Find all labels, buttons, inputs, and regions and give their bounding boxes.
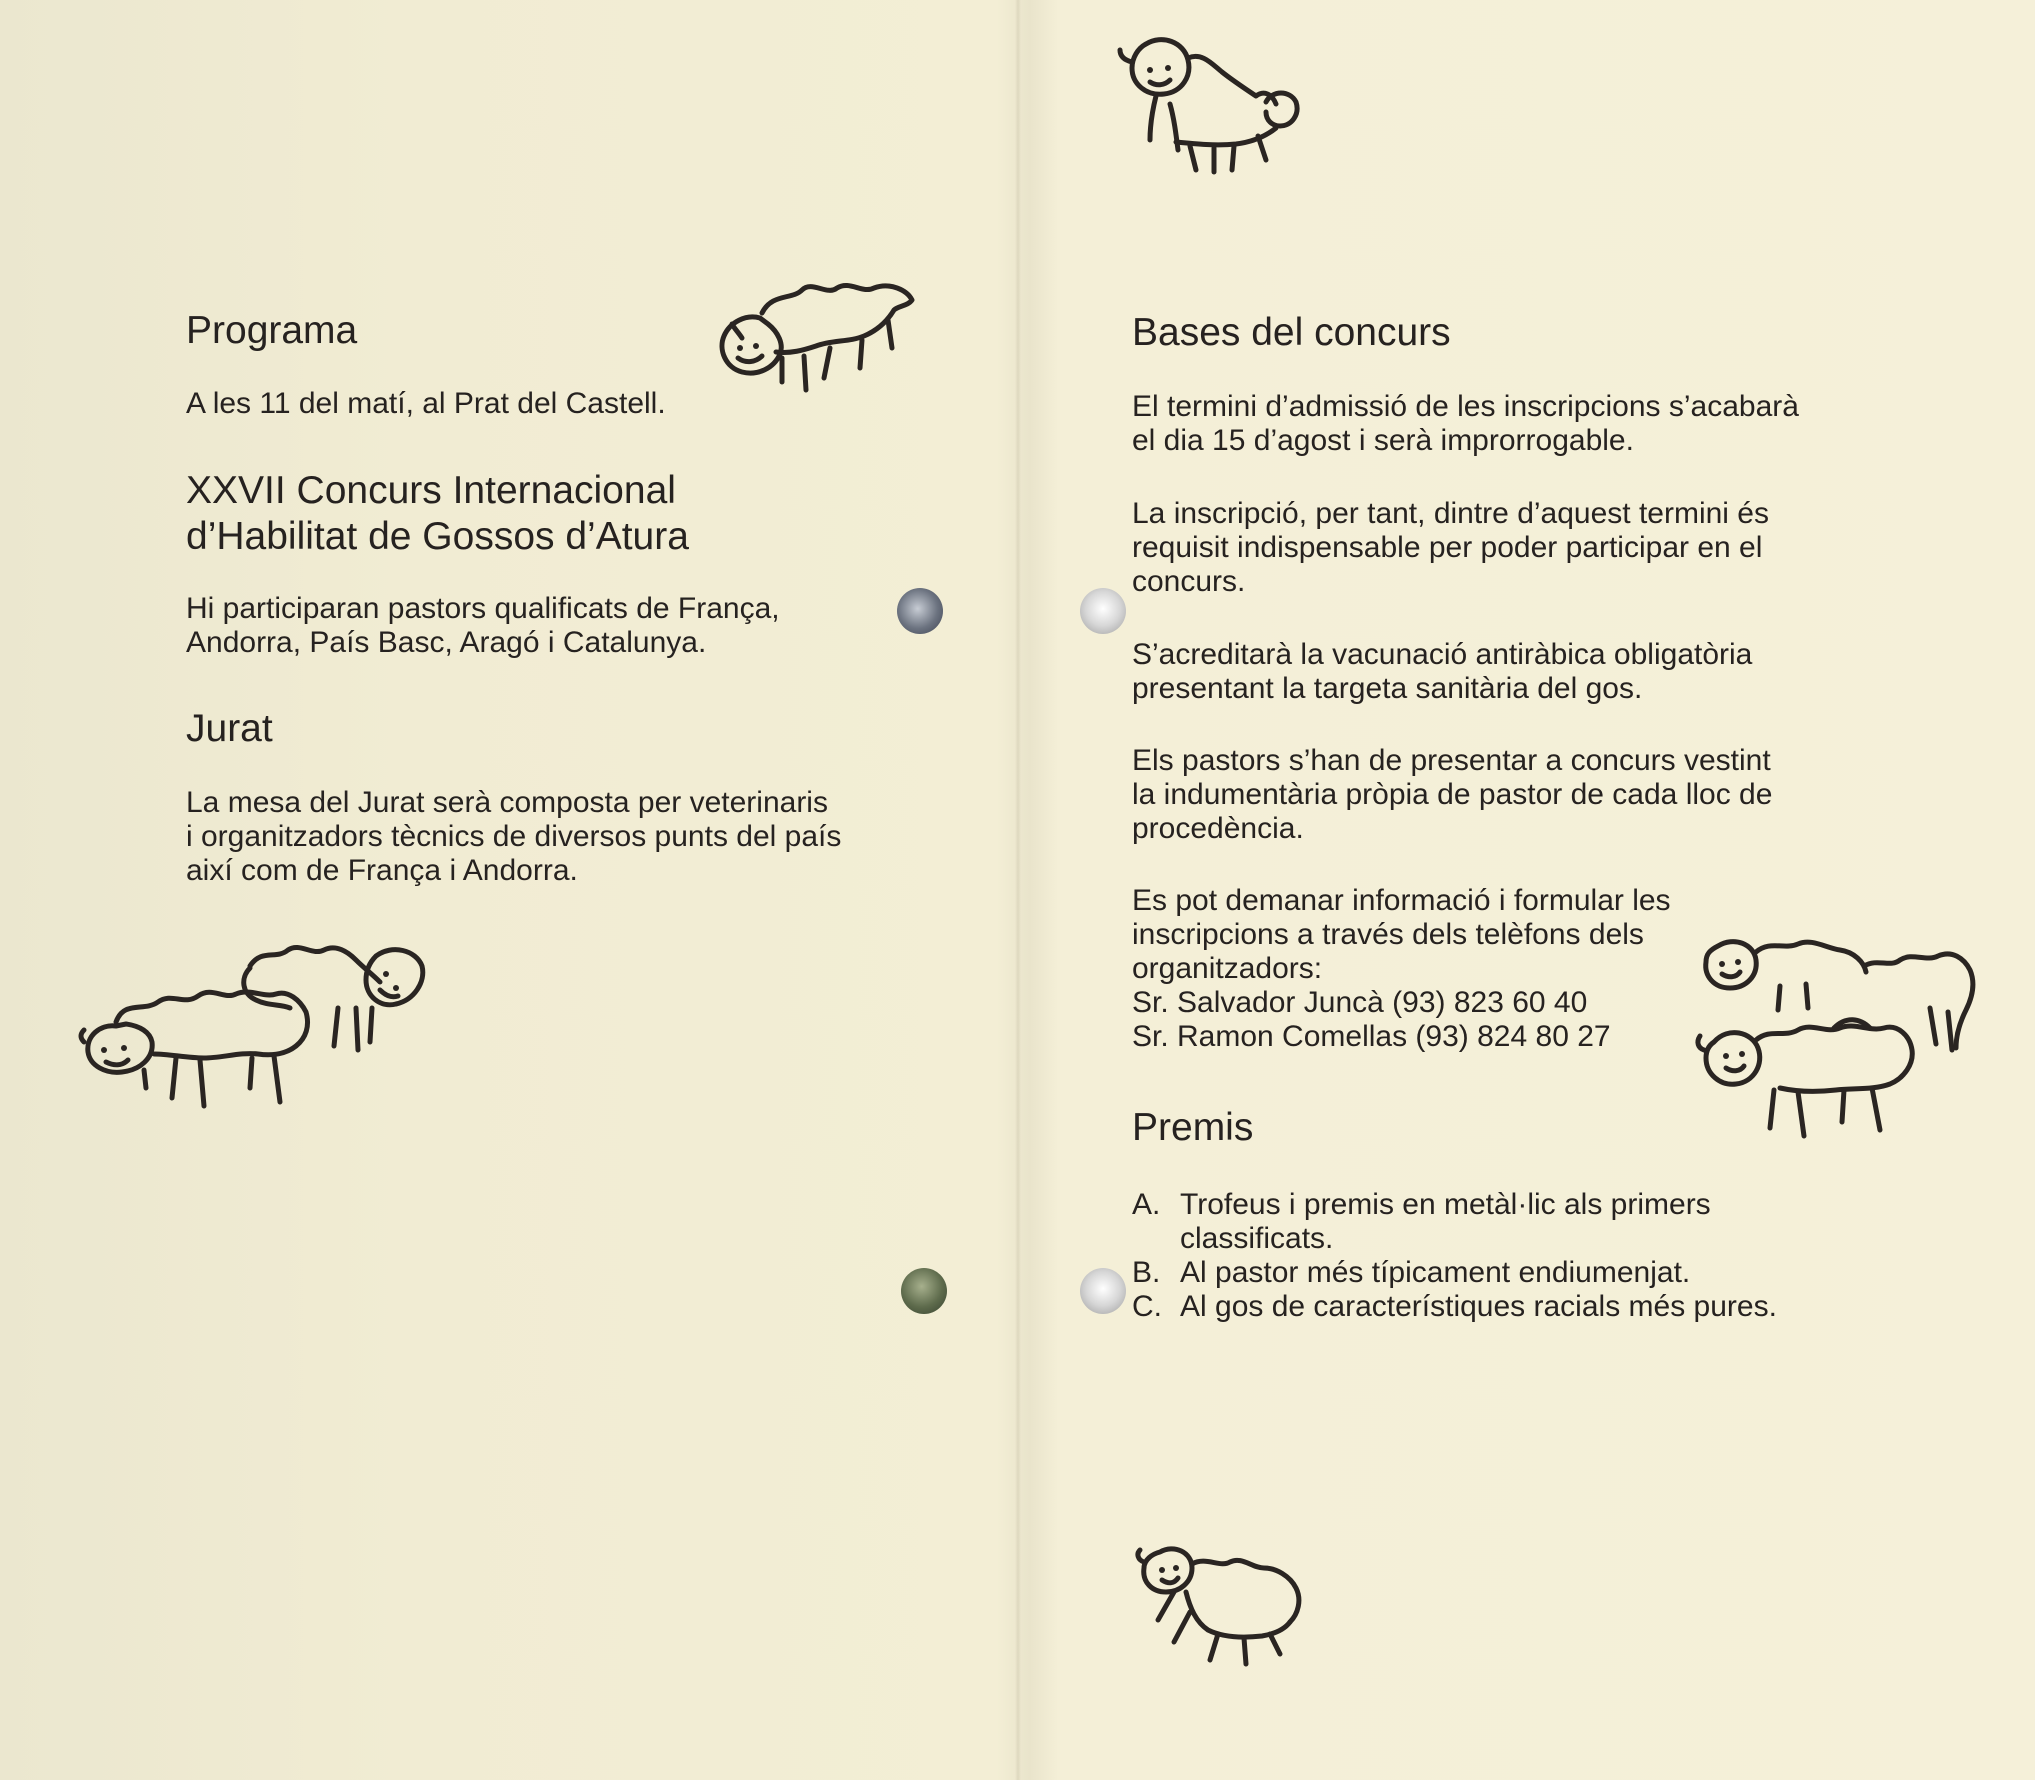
bases-line: Es pot demanar informació i formular les bbox=[1132, 884, 1671, 917]
bases-line: procedència. bbox=[1132, 812, 1304, 845]
bases-paragraph-1 bbox=[1132, 390, 1799, 458]
bases-paragraph-2 bbox=[1132, 497, 1769, 599]
participants-line: Hi participaran pastors qualificats de França, bbox=[186, 592, 780, 625]
bases-paragraph-4 bbox=[1132, 744, 1772, 846]
bases-line: organitzadors: bbox=[1132, 952, 1323, 985]
bases-heading: Bases del concurs bbox=[1132, 311, 1451, 354]
sheep-icon bbox=[1694, 932, 1994, 1152]
sheep-icon bbox=[1134, 1542, 1314, 1672]
contact-salvador-junca: Sr. Salvador Juncà (93) 823 60 40 bbox=[1132, 986, 1588, 1019]
premis-item-c bbox=[1132, 1290, 1777, 1324]
premis-item-letter: C. bbox=[1132, 1290, 1162, 1323]
premis-item-line: Al gos de característiques racials més pures. bbox=[1180, 1290, 1777, 1323]
premis-item-line: classificats. bbox=[1180, 1222, 1334, 1255]
bases-line: la indumentària pròpia de pastor de cada lloc de bbox=[1132, 778, 1773, 811]
bases-line: concurs. bbox=[1132, 565, 1246, 598]
bases-line: requisit indispensable per poder participar en el bbox=[1132, 531, 1763, 564]
bases-line: Els pastors s’han de presentar a concurs vestint bbox=[1132, 744, 1771, 777]
bases-paragraph-5 bbox=[1132, 884, 1671, 1054]
bases-line: La inscripció, per tant, dintre d’aquest termini és bbox=[1132, 497, 1769, 530]
sheep-icon bbox=[80, 938, 450, 1143]
premis-item-line: Al pastor més típicament endiumenjat. bbox=[1180, 1256, 1691, 1289]
premis-item-letter: A. bbox=[1132, 1188, 1161, 1221]
bases-line: El termini d’admissió de les inscripcions s’acabarà bbox=[1132, 390, 1799, 423]
sheep-icon bbox=[712, 278, 922, 413]
concurs-participants bbox=[186, 592, 780, 660]
programa-heading: Programa bbox=[186, 309, 358, 352]
programa-time-place: A les 11 del matí, al Prat del Castell. bbox=[186, 387, 666, 420]
jurat-text bbox=[186, 786, 841, 888]
left-panel bbox=[0, 0, 1017, 1780]
concurs-title-line: d’Habilitat de Gossos d’Atura bbox=[186, 515, 689, 558]
bases-line: el dia 15 d’agost i serà improrrogable. bbox=[1132, 424, 1634, 457]
concurs-title bbox=[186, 468, 689, 560]
jurat-line: La mesa del Jurat serà composta per veterinaris bbox=[186, 786, 828, 819]
bases-line: inscripcions a través dels telèfons dels bbox=[1132, 918, 1644, 951]
bases-line: S’acreditarà la vacunació antiràbica obligatòria bbox=[1132, 638, 1753, 671]
premis-item-b bbox=[1132, 1256, 1777, 1290]
jurat-heading: Jurat bbox=[186, 707, 273, 750]
jurat-line: així com de França i Andorra. bbox=[186, 854, 578, 887]
contact-ramon-comellas: Sr. Ramon Comellas (93) 824 80 27 bbox=[1132, 1020, 1611, 1053]
concurs-title-line: XXVII Concurs Internacional bbox=[186, 469, 676, 512]
bases-line: presentant la targeta sanitària del gos. bbox=[1132, 672, 1643, 705]
right-panel bbox=[1018, 0, 2035, 1780]
premis-heading: Premis bbox=[1132, 1106, 1254, 1149]
bases-paragraph-3 bbox=[1132, 638, 1752, 706]
premis-item-line: Trofeus i premis en metàl·lic als primers bbox=[1180, 1188, 1711, 1221]
jurat-line: i organitzadors tècnics de diversos punts del país bbox=[186, 820, 842, 853]
participants-line: Andorra, País Basc, Aragó i Catalunya. bbox=[186, 626, 707, 659]
premis-list bbox=[1132, 1188, 1777, 1324]
premis-item-a bbox=[1132, 1188, 1777, 1256]
sheep-icon bbox=[1116, 32, 1306, 177]
premis-item-letter: B. bbox=[1132, 1256, 1161, 1289]
